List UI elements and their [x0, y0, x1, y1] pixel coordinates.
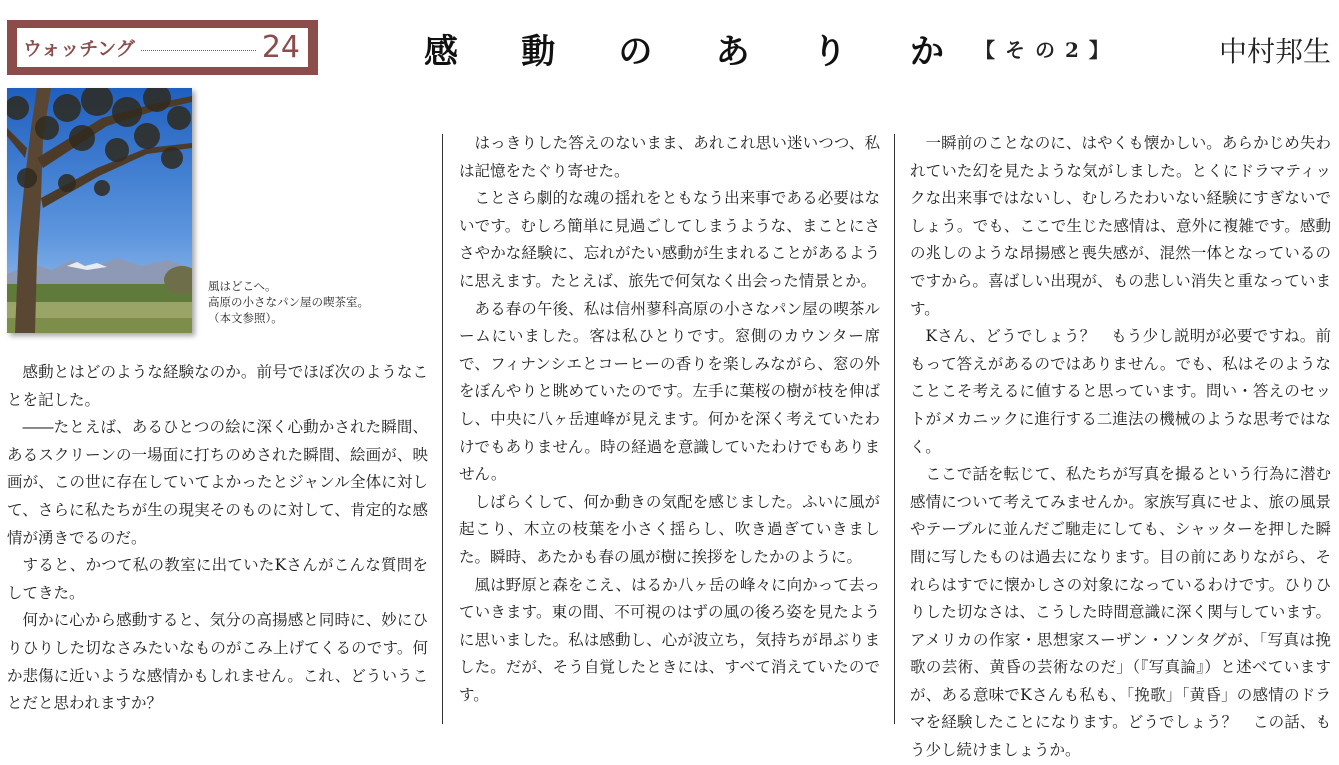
caption-line: （本文参照）。	[208, 311, 283, 325]
paragraph: ある春の午後、私は信州蓼科高原の小さなパン屋の喫茶ルームにいました。客は私ひとりです。窓側のカウンター席で、フィナンシエとコーヒーの香りを楽しみながら、窓の外をぼんやりと眺めていたのです。左手に葉桜の樹が枝を伸ばし、中央に八ヶ岳連峰が見えます。何かを深く考えていたわけでもありません。時の経過を意識していたわけでもありません。	[459, 299, 880, 484]
title-char: 感	[424, 31, 458, 72]
title-char: か	[909, 31, 944, 72]
article-title	[424, 26, 944, 70]
column-divider	[442, 134, 443, 724]
caption-line: 高原の小さなパン屋の喫茶室。	[208, 295, 369, 309]
paragraph: はっきりした答えのないまま、あれこれ思い迷いつつ、私は記憶をたぐり寄せた。	[459, 134, 880, 180]
paragraph: Kさん、どうでしょう？ もう少し説明が必要ですね。前もって答えがあるのではありません。でも、私はそのようなことこそ考えるに値すると思っています。問い・答えのセットがメカニックに進行する二進法の機械のような思考ではなく。	[910, 327, 1331, 456]
series-number: 24	[261, 29, 300, 65]
paragraph: ――たとえば、あるひとつの絵に深く心動かされた瞬間、あるスクリーンの一場面に打ちのめされた瞬間、絵画が、映画が、この世に存在していてよかったとジャンル全体に対して、さらに私たちが生の現実そのものに対して、肯定的な感情が湧きでるのだ。	[7, 418, 428, 547]
series-badge-inner	[17, 28, 308, 67]
paragraph: 一瞬前のことなのに、はやくも懐かしい。あらかじめ失われていた幻を見たような気がしました。とくにドラマティックな出来事ではないし、むしろたわいない経験にすぎないでしょう。でも、ここで生じた感情は、意外に複雑です。感動の兆しのような昂揚感と喪失感が、混然一体となっているのですから。喜ばしい出現が、もの悲しい消失と重なっています。	[910, 134, 1331, 318]
caption-line: 風はどこへ。	[208, 279, 277, 293]
tree-landscape-illustration	[7, 88, 192, 333]
title-char: り	[812, 31, 847, 72]
article-subtitle: 【その2】	[975, 38, 1119, 62]
title-char: の	[618, 31, 653, 72]
article-photo	[7, 88, 192, 333]
badge-dotted-leader	[141, 50, 256, 51]
text-column-1	[7, 359, 428, 718]
series-badge	[7, 20, 318, 75]
paragraph: 何かに心から感動すると、気分の高揚感と同時に、妙にひりひりした切なさみたいなものがこみ上げてくるのです。何か悲傷に近いような感情かもしれません。これ、どういうことだと思われますか？	[7, 611, 428, 713]
paragraph: ことさら劇的な魂の揺れをともなう出来事である必要はないです。むしろ簡単に見過ごしてしまうような、まことにささやかな経験に、忘れがたい感動が生まれることがあるように思えます。たとえば、旅先で何気なく出会った情景とか。	[459, 189, 880, 290]
title-char: あ	[715, 31, 750, 72]
title-char: 動	[521, 31, 556, 72]
author-name: 中村邦生	[1219, 35, 1332, 68]
paragraph: しばらくして、何か動きの気配を感じました。ふいに風が起こり、木立の枝葉を小さく揺らし、吹き過ぎていきました。瞬時、あたかも春の風が樹に挨拶をしたかのように。	[459, 492, 880, 566]
paragraph: すると、かつて私の教室に出ていたKさんがこんな質問をしてきた。	[7, 556, 428, 602]
photo-caption	[208, 278, 369, 326]
text-column-2	[459, 130, 880, 709]
text-column-3	[910, 130, 1331, 765]
series-label: ウォッチング	[23, 38, 135, 60]
column-divider	[894, 134, 895, 724]
paragraph: 風は野原と森をこえ、はるか八ヶ岳の峰々に向かって去っていきます。東の間、不可視のはずの風の後ろ姿を見たように思いました。私は感動し、心が波立ち，気持ちが昂ぶりました。だが、そう自覚したときには、すべて消えていたのです。	[459, 575, 880, 704]
paragraph: ここで話を転じて、私たちが写真を撮るという行為に潜む感情について考えてみませんか。家族写真にせよ、旅の風景やテーブルに並んだご馳走にしても、シャッターを押した瞬間に写したものは過去になります。目の前にありながら、それらはすでに懐かしさの対象になっているわけです。ひりひりした切なさは、こうした時間意識に深く関与しています。アメリカの作家・思想家スーザン・ソンタグが、「写真は挽歌の芸術、黄昏の芸術なのだ」（『写真論』）と述べていますが、ある意味でKさんも私も、「挽歌」「黄昏」の感情のドラマを経験したことになります。どうでしょう？ この話、もう少し続けましょうか。	[910, 465, 1331, 760]
paragraph: 感動とはどのような経験なのか。前号でほぼ次のようなことを記した。	[7, 363, 428, 409]
